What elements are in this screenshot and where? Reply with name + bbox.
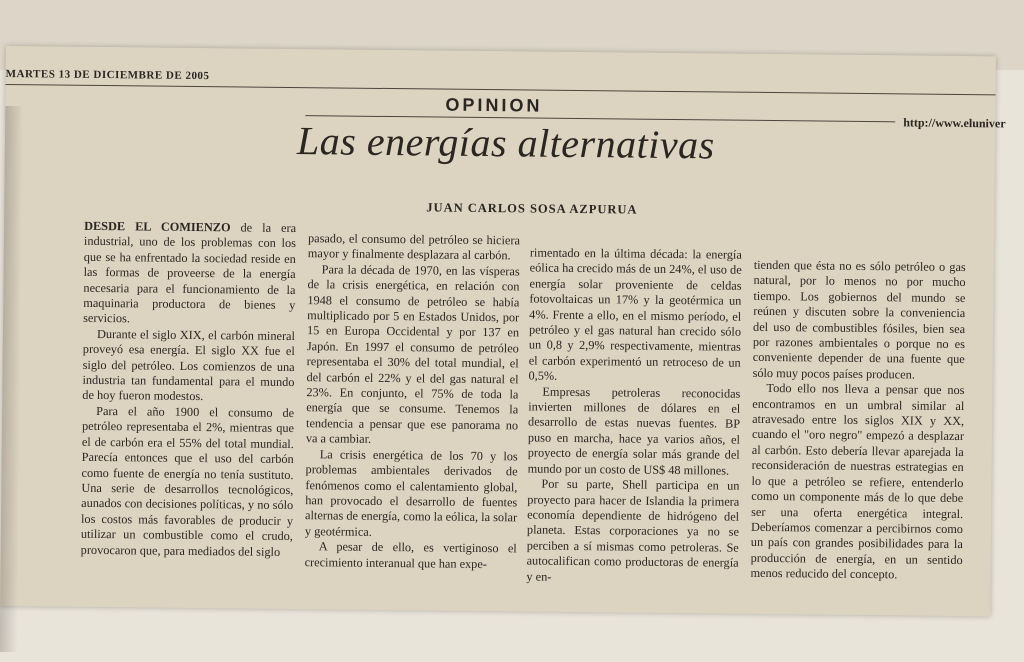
article-byline: JUAN CARLOS SOSA AZPURUA [426, 200, 638, 217]
lead-paragraph [83, 219, 296, 329]
paragraph: Por su parte, Shell participa en un proyecto para hacer de Islandia la primera economía dependiente de hidrógeno del planeta. Estas corporaciones ya no se perciben a sí mismas como petroleras. Se autocalifican como productoras de energía y en- [526, 476, 740, 584]
article-column-3 [526, 245, 742, 586]
paragraph: A pesar de ello, es vertiginoso el crecimiento interanual que han expe- [304, 539, 517, 571]
newspaper-clipping [0, 46, 1006, 616]
article-column-4 [750, 258, 965, 584]
article-column-1 [81, 219, 297, 560]
header-rule [6, 84, 996, 95]
paragraph: Empresas petroleras reconocidas invierten millones de dólares en el desarrollo de estas nuevas fuentes. BP puso en marcha, hace ya varios años, el proyecto de energía solar más grande del mundo por un costo de US$ 48 millones. [527, 384, 741, 478]
article-column-2 [305, 231, 521, 572]
paragraph: rimentado en la última década: la energía eólica ha crecido más de un 24%, el uso de energía solar proveniente de celdas fotovoltaicas un 17% y la geotérmica un 4%. Frente a ello, en el mismo período, el petróleo y el gas natural han crecido sólo un 0,8 y 2,9% respectivamente, mientras el carbón experimentó un retroceso de un 0,5%. [528, 245, 742, 384]
paragraph: Durante el siglo XIX, el carbón mineral proveyó esa energía. El siglo XX fue el siglo del petróleo. Los comienzos de una industria tan fundamental para el mundo de hoy fueron modestos. [82, 326, 296, 404]
paragraph: La crisis energética de los 70 y los problemas ambientales derivados de fenómenos como el calentamiento global, han provocado el desarrollo de fuentes alternas de energía, como la eólica, la solar y geotérmica. [304, 446, 518, 539]
paragraph: Para la década de 1970, en las vísperas de la crisis energética, en relación con 1948 el consumo de petróleo se había multiplicado por 5 en Estados Unidos, por 15 en Europa Occidental y por 137 en Japón. En 1997 el consumo de petróleo representaba el 30% del total mundial, el del carbón el 22% y el del gas natural el 23%. En conjunto, el 75% de toda la energía que se consume. Tenemos la tendencia a pensar que ese panorama no va a cambiar. [305, 262, 520, 447]
paragraph-text: de la era industrial, uno de los problemas con los que se ha enfrentado la sociedad reside en las formas de proveerse de la energía necesaria para el funcionamiento de la maquinaria productora de bienes y servicios. [83, 220, 297, 326]
paragraph: pasado, el consumo del petróleo se hiciera mayor y finalmente desplazara al carbón. [307, 231, 521, 263]
paragraph: Todo ello nos lleva a pensar que nos encontramos en un umbral similar al atravesado entre los siglos XIX y XX, cuando el "oro negro" empezó a desplazar al carbón. Esto debería llevar aparejada la reconsideración de nuestras estrategias en lo que a petróleo se refiere, entenderlo como un componente más de lo que debe ser una oferta energética integral. Deberíamos comenzar a percibirnos como un país con grandes posibilidades para la producción de energía, en un sentido menos reducido del concepto. [750, 381, 965, 582]
lead-caps: DESDE EL COMIENZO [84, 218, 231, 235]
paragraph: Para el año 1900 el consumo de petróleo representaba el 2%, mientras que el de carbón era el 55% del total mundial. Parecía entonces que el uso del carbón como fuente de energía no tenía sustituto. Una serie de desarrollos tecnológicos, aunados con decisiones políticas, y no sólo los costos más favorables de producir y utilizar un combustible como el crudo, provocaron que, para mediados del siglo [80, 403, 295, 559]
dateline: MARTES 13 DE DICIEMBRE DE 2005 [5, 67, 210, 83]
section-title: OPINION [445, 94, 543, 116]
paragraph: tienden que ésta no es sólo petróleo o gas natural, por lo menos no por mucho tiempo. Los gobiernos del mundo se reúnen y discuten sobre la conveniencia del uso de combustibles fósiles, bien sea por razones ambientales o porque no es conveniente depender de una fuente que sólo muy pocos países producen. [752, 257, 966, 382]
url-text: http://www.eluniver [903, 115, 1006, 131]
article-headline: Las energías alternativas [296, 118, 715, 168]
fold-shadow [0, 106, 23, 652]
